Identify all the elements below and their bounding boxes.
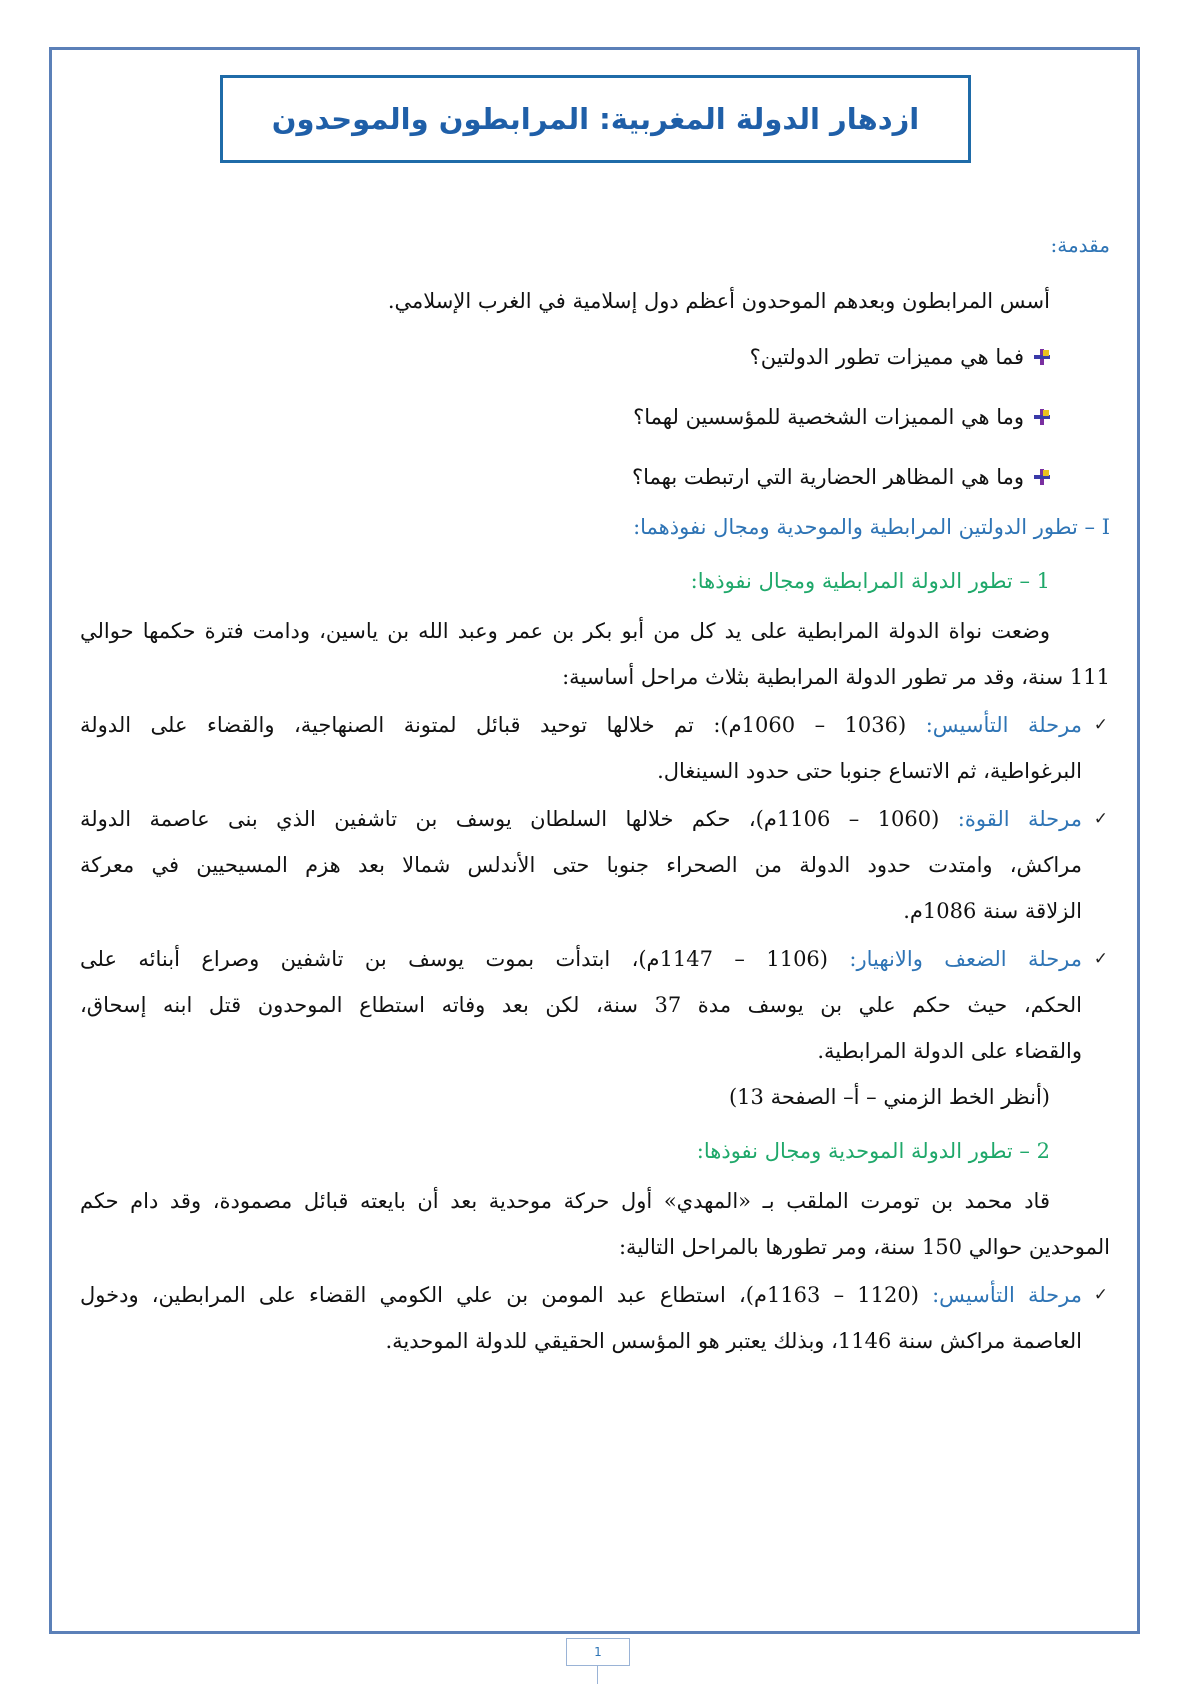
paragraph-line: الموحدين حوالي 150 سنة، ومر تطورها بالمراحل التالية: xyxy=(618,1235,1110,1259)
phase-item xyxy=(80,796,1110,934)
section-heading: I – تطور الدولتين المرابطية والموحدية ومجال نفوذهما: xyxy=(633,515,1110,539)
checkmark-icon: ✓ xyxy=(1093,949,1108,969)
plus-bullet-icon xyxy=(1034,349,1050,365)
phase-text: (1036 – 1060م): تم خلالها توحيد قبائل لمتونة الصنهاجية، والقضاء على الدولة xyxy=(80,713,907,737)
phase-line: العاصمة مراكش سنة 1146، وبذلك يعتبر هو المؤسس الحقيقي للدولة الموحدية. xyxy=(385,1329,1082,1353)
page-number: 1 xyxy=(566,1638,630,1666)
phase-line: والقضاء على الدولة المرابطية. xyxy=(817,1039,1082,1063)
subsection-heading: 2 – تطور الدولة الموحدية ومجال نفوذها: xyxy=(696,1139,1050,1163)
phase-line xyxy=(80,702,1082,748)
paragraph xyxy=(80,608,1110,700)
phase-item xyxy=(80,702,1110,794)
phase-line: مراكش، وامتدت حدود الدولة من الصحراء جنوبا حتى الأندلس شمالا بعد هزم المسيحيين في معركة xyxy=(80,853,1082,877)
phase-text: (1120 – 1163م)، استطاع عبد المومن بن علي الكومي القضاء على المرابطين، ودخول xyxy=(80,1283,919,1307)
plus-bullet-icon xyxy=(1034,409,1050,425)
checkmark-icon: ✓ xyxy=(1093,809,1108,829)
phase-text: (1060 – 1106م)، حكم خلالها السلطان يوسف بن تاشفين الذي بنى عاصمة الدولة xyxy=(80,807,940,831)
subsection-heading: 1 – تطور الدولة المرابطية ومجال نفوذها: xyxy=(690,569,1050,593)
phase-line: الحكم، حيث حكم علي بن يوسف مدة 37 سنة، لكن بعد وفاته استطاع الموحدون قتل ابنه إسحاق، xyxy=(80,993,1082,1017)
phase-item xyxy=(80,1272,1110,1364)
phase-line xyxy=(80,1272,1082,1318)
question-item xyxy=(80,334,1110,380)
phase-line xyxy=(80,796,1082,842)
paragraph-line: قاد محمد بن تومرت الملقب بـ «المهدي» أول حركة موحدية بعد أن بايعته قبائل مصمودة، وقد دام حكم xyxy=(80,1189,1050,1213)
phase-item xyxy=(80,936,1110,1074)
question-item xyxy=(80,454,1110,500)
question-text: وما هي المظاهر الحضارية التي ارتبطت بهما؟ xyxy=(631,465,1024,489)
page-title: ازدهار الدولة المغربية: المرابطون والموحدون xyxy=(271,102,920,136)
document-body xyxy=(80,222,1110,1364)
page-number-tick xyxy=(597,1666,598,1684)
phase-name: مرحلة الضعف والانهيار: xyxy=(849,947,1083,971)
title-box xyxy=(220,75,971,163)
paragraph xyxy=(80,1178,1110,1270)
question-item xyxy=(80,394,1110,440)
phase-text: (1106 – 1147م)، ابتدأت بموت يوسف بن تاشفين وصراع أبنائه على xyxy=(80,947,828,971)
paragraph-line: وضعت نواة الدولة المرابطية على يد كل من أبو بكر بن عمر وعبد الله بن ياسين، ودامت فترة حكمها حوالي xyxy=(80,619,1050,643)
question-text: فما هي مميزات تطور الدولتين؟ xyxy=(749,345,1024,369)
phase-name: مرحلة القوة: xyxy=(957,807,1082,831)
intro-label: مقدمة: xyxy=(1050,233,1110,257)
question-text: وما هي المميزات الشخصية للمؤسسين لهما؟ xyxy=(633,405,1024,429)
phase-line: الزلاقة سنة 1086م. xyxy=(903,899,1082,923)
plus-bullet-icon xyxy=(1034,469,1050,485)
paragraph-line: 111 سنة، وقد مر تطور الدولة المرابطية بثلاث مراحل أساسية: xyxy=(562,665,1110,689)
timeline-note: (أنظر الخط الزمني – أ– الصفحة 13) xyxy=(728,1085,1050,1109)
phase-line xyxy=(80,936,1082,982)
phase-line: البرغواطية، ثم الاتساع جنوبا حتى حدود السينغال. xyxy=(657,759,1082,783)
phase-name: مرحلة التأسيس: xyxy=(932,1283,1082,1307)
phase-name: مرحلة التأسيس: xyxy=(925,713,1082,737)
intro-text: أسس المرابطون وبعدهم الموحدون أعظم دول إسلامية في الغرب الإسلامي. xyxy=(387,289,1050,313)
checkmark-icon: ✓ xyxy=(1093,715,1108,735)
checkmark-icon: ✓ xyxy=(1093,1285,1108,1305)
